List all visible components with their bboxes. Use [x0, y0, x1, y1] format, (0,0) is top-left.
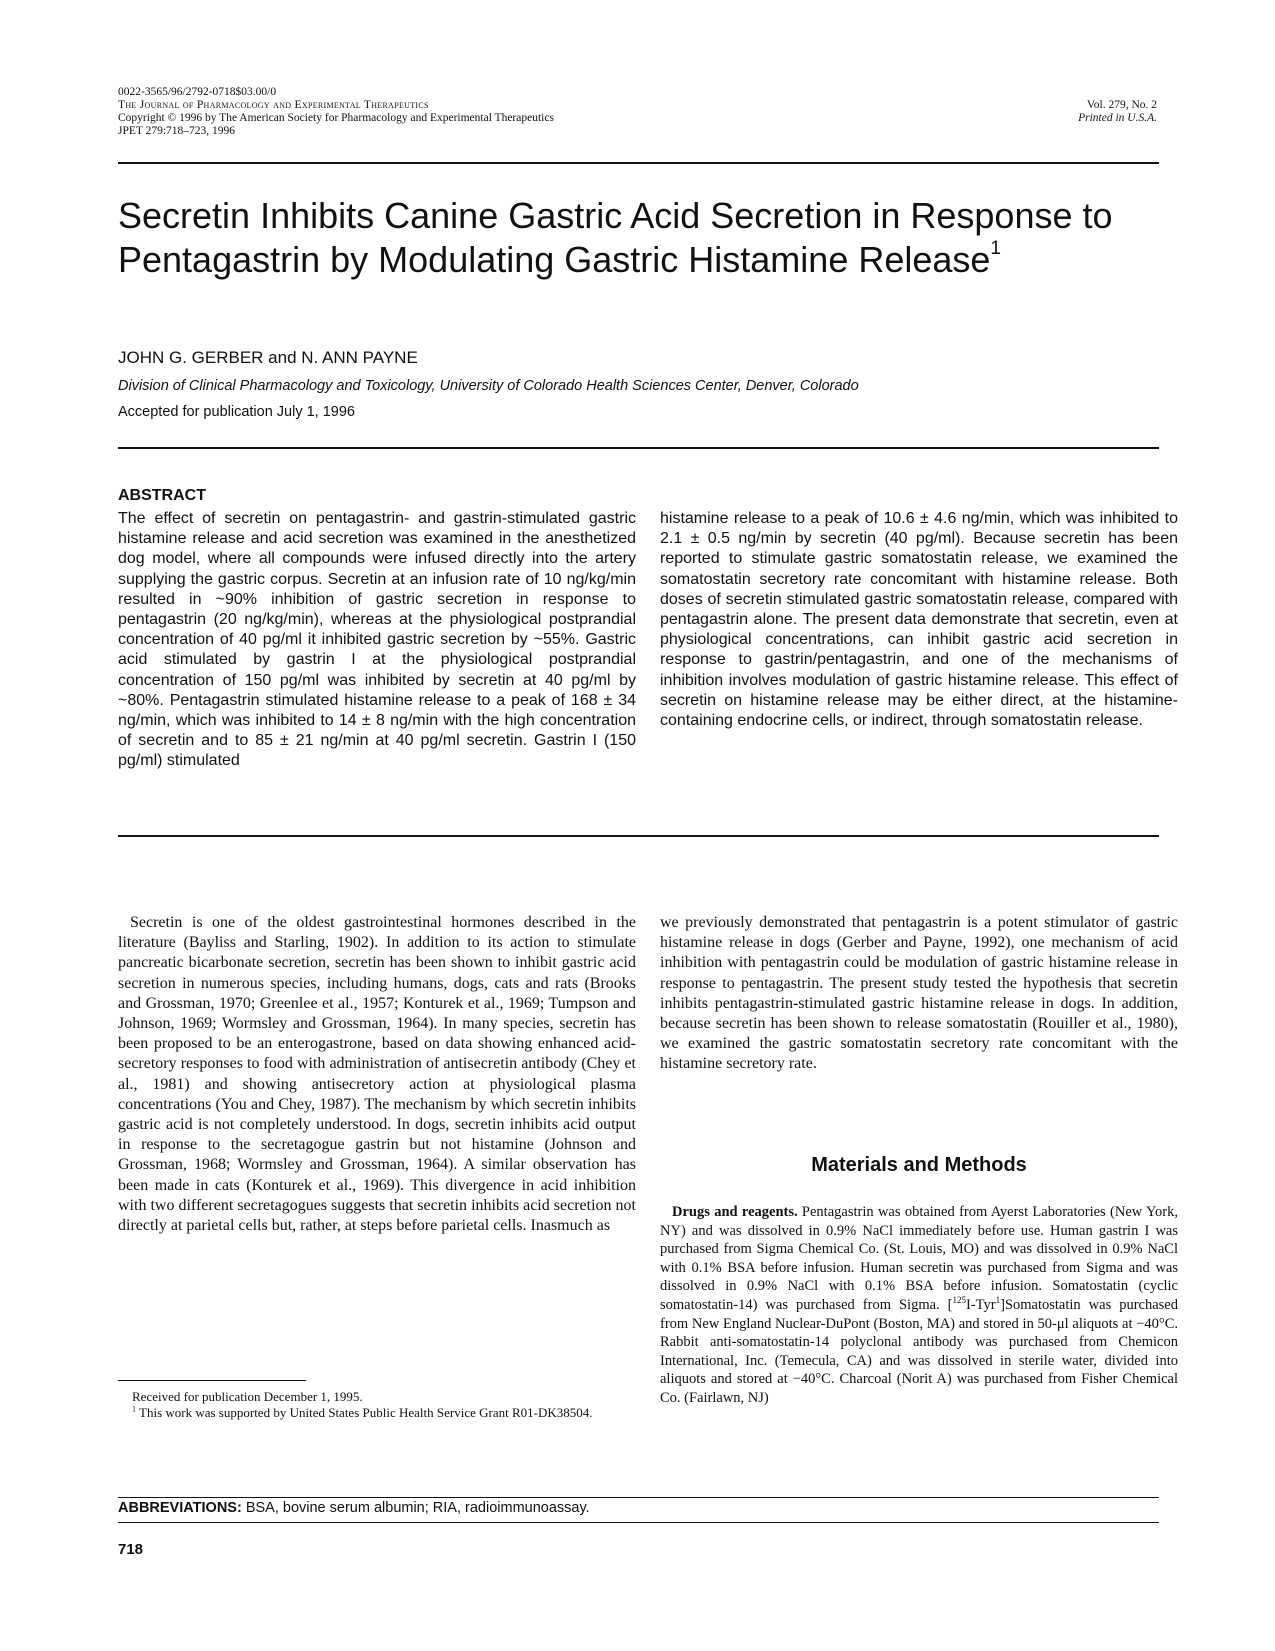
isotope-mark: 125	[952, 1295, 967, 1306]
title-line-1: Secretin Inhibits Canine Gastric Acid Secretion in Response to	[118, 195, 1113, 236]
footnotes	[118, 1389, 636, 1420]
grant-note-mark: 1	[132, 1404, 136, 1414]
article-title	[118, 194, 1163, 282]
authors: JOHN G. GERBER and N. ANN PAYNE	[118, 348, 418, 367]
abstract-heading: ABSTRACT	[118, 487, 206, 504]
article-code: 0022-3565/96/2792-0718$03.00/0	[118, 86, 277, 98]
abstract-bottom-rule	[118, 835, 1159, 837]
page-number: 718	[118, 1541, 144, 1558]
title-line-2: Pentagastrin by Modulating Gastric Histamine Release	[118, 239, 991, 280]
abbreviations-label: ABBREVIATIONS:	[118, 1500, 242, 1516]
abbreviations-text: BSA, bovine serum albumin; RIA, radioimmunoassay.	[241, 1500, 590, 1516]
copyright-line: Copyright © 1996 by The American Society for Pharmacology and Experimental Therapeutics	[118, 112, 554, 124]
footnote-rule	[118, 1380, 306, 1381]
accepted-date: Accepted for publication July 1, 1996	[118, 404, 355, 420]
abbreviations-line	[118, 1500, 590, 1516]
methods-text-b: I-Tyr	[966, 1296, 996, 1313]
abstract-top-rule	[118, 447, 1159, 449]
abstract-column-1: The effect of secretin on pentagastrin- and gastrin-stimulated gastric histamine release and acid secretion was examined in the anesthetized dog model, where all compounds were infused directly into the artery supplying the gastric corpus. Secretin at an infusion rate of 10 ng/kg/min resulted in ~90% inhibition of gastric secretion in response to pentagastrin (20 ng/kg/min), whereas at the physiological postprandial concentration of 40 pg/ml it inhibited gastric secretion by ~55%. Gastric acid stimulated by gastrin I at the physiological postprandial concentration of 150 pg/ml was inhibited by secretin at 40 pg/ml by ~80%. Pentagastrin stimulated histamine release to a peak of 168 ± 34 ng/min, which was inhibited to 14 ± 8 ng/min with the high concentration of secretin and to 85 ± 21 ng/min at 40 pg/ml secretin. Gastrin I (150 pg/ml) stimulated	[118, 510, 636, 770]
abbreviations-bottom-rule	[118, 1522, 1159, 1523]
intro-column-1: Secretin is one of the oldest gastrointestinal hormones described in the literature (Bayliss and Starling, 1902). In addition to its action to stimulate pancreatic bicarbonate secretion, secretin has been shown to inhibit gastric acid secretion in numerous species, including humans, dogs, cats and rats (Brooks and Grossman, 1970; Greenlee et al., 1957; Konturek et al., 1969; Tumpson and Johnson, 1969; Wormsley and Grossman, 1964). In many species, secretin has been proposed to be an enterogastrone, based on data showing enhanced acid-secretory responses to food with administration of antisecretin antibody (Chey et al., 1981) and showing antisecretory action at physiological plasma concentrations (You and Chey, 1987). The mechanism by which secretin inhibits gastric acid is not completely understood. In dogs, secretin inhibits acid output in response to the secretagogue gastrin but not histamine (Johnson and Grossman, 1968; Wormsley and Grossman, 1964). A similar observation has been made in cats (Konturek et al., 1969). This divergence in acid inhibition with two different secretagogues suggests that secretin inhibits acid secretion not directly at parietal cells but, rather, at steps before parietal cells. Inasmuch as	[118, 914, 636, 1235]
citation-line: JPET 279:718–723, 1996	[118, 125, 236, 137]
intro-column-2: we previously demonstrated that pentagastrin is a potent stimulator of gastric histamine release in dogs (Gerber and Payne, 1992), one mechanism of acid inhibition with pentagastrin could be modulation of gastric histamine release in response to pentagastrin. The present study tested the hypothesis that secretin inhibits pentagastrin-stimulated gastric histamine release in dogs. In addition, because secretin has been shown to release somatostatin (Rouiller et al., 1980), we examined the gastric somatostatin secretory rate concomitant with the histamine secretory rate.	[660, 914, 1178, 1073]
journal-header-right	[1078, 99, 1157, 125]
journal-name: The Journal of Pharmacology and Experimental Therapeutics	[118, 99, 429, 111]
affiliation: Division of Clinical Pharmacology and Toxicology, University of Colorado Health Sciences Center, Denver, Colorado	[118, 378, 859, 394]
header-rule	[118, 162, 1159, 164]
volume-issue: Vol. 279, No. 2	[1086, 99, 1157, 111]
tyr-position-mark: 1	[995, 1295, 1001, 1306]
methods-paragraph	[660, 1203, 1178, 1408]
received-note: Received for publication December 1, 1995.	[132, 1389, 363, 1404]
abbreviations-top-rule	[118, 1497, 1159, 1498]
methods-text-a: Pentagastrin was obtained from Ayerst Laboratories (New York, NY) and was dissolved in 0.9% NaCl immediately before use. Human gastrin I was purchased from Sigma Chemical Co. (St. Louis, MO) and was dissolved in 0.9% NaCl with 0.1% BSA before infusion. Human secretin was purchased from Sigma and was dissolved in 0.9% NaCl with 0.1% BSA before infusion. Somatostatin (cyclic somatostatin-14) was purchased from Sigma. [	[660, 1204, 1178, 1313]
methods-text-c: ]Somatostatin was purchased from New England Nuclear-DuPont (Boston, MA) and stored in 50-μl aliquots at −40°C. Rabbit anti-somatostatin-14 polyclonal antibody was purchased from Chemicon International, Inc. (Temecula, CA) and was dissolved in sterile water, divided into aliquots and stored at −40°C. Charcoal (Norit A) was purchased from Fisher Chemical Co. (Fairlawn, NJ)	[660, 1296, 1178, 1406]
abstract-column-2: histamine release to a peak of 10.6 ± 4.6 ng/min, which was inhibited to 2.1 ± 0.5 ng/min by secretin (40 pg/ml). Because secretin has been reported to stimulate gastric somatostatin release, we examined the somatostatin secretory rate concomitant with histamine release. Both doses of secretin stimulated gastric somatostatin release, compared with pentagastrin alone. The present data demonstrate that secretin, even at physiological concentrations, can inhibit gastric acid secretion in response to gastrin/pentagastrin, and one of the mechanisms of inhibition involves modulation of gastric histamine release. This effect of secretin on histamine release may be either direct, at the histamine-containing endocrine cells, or indirect, through somatostatin release.	[660, 510, 1178, 730]
grant-note: $^1$ This work was supported by United States Public Health Service Grant R01-DK38504.	[132, 1404, 593, 1420]
methods-lead: Drugs and reagents.	[672, 1204, 798, 1220]
journal-header-left	[118, 86, 554, 138]
printed-in: Printed in U.S.A.	[1078, 112, 1157, 124]
section-heading-methods: Materials and Methods	[811, 1154, 1027, 1176]
title-footnote-mark: 1	[990, 238, 1001, 259]
